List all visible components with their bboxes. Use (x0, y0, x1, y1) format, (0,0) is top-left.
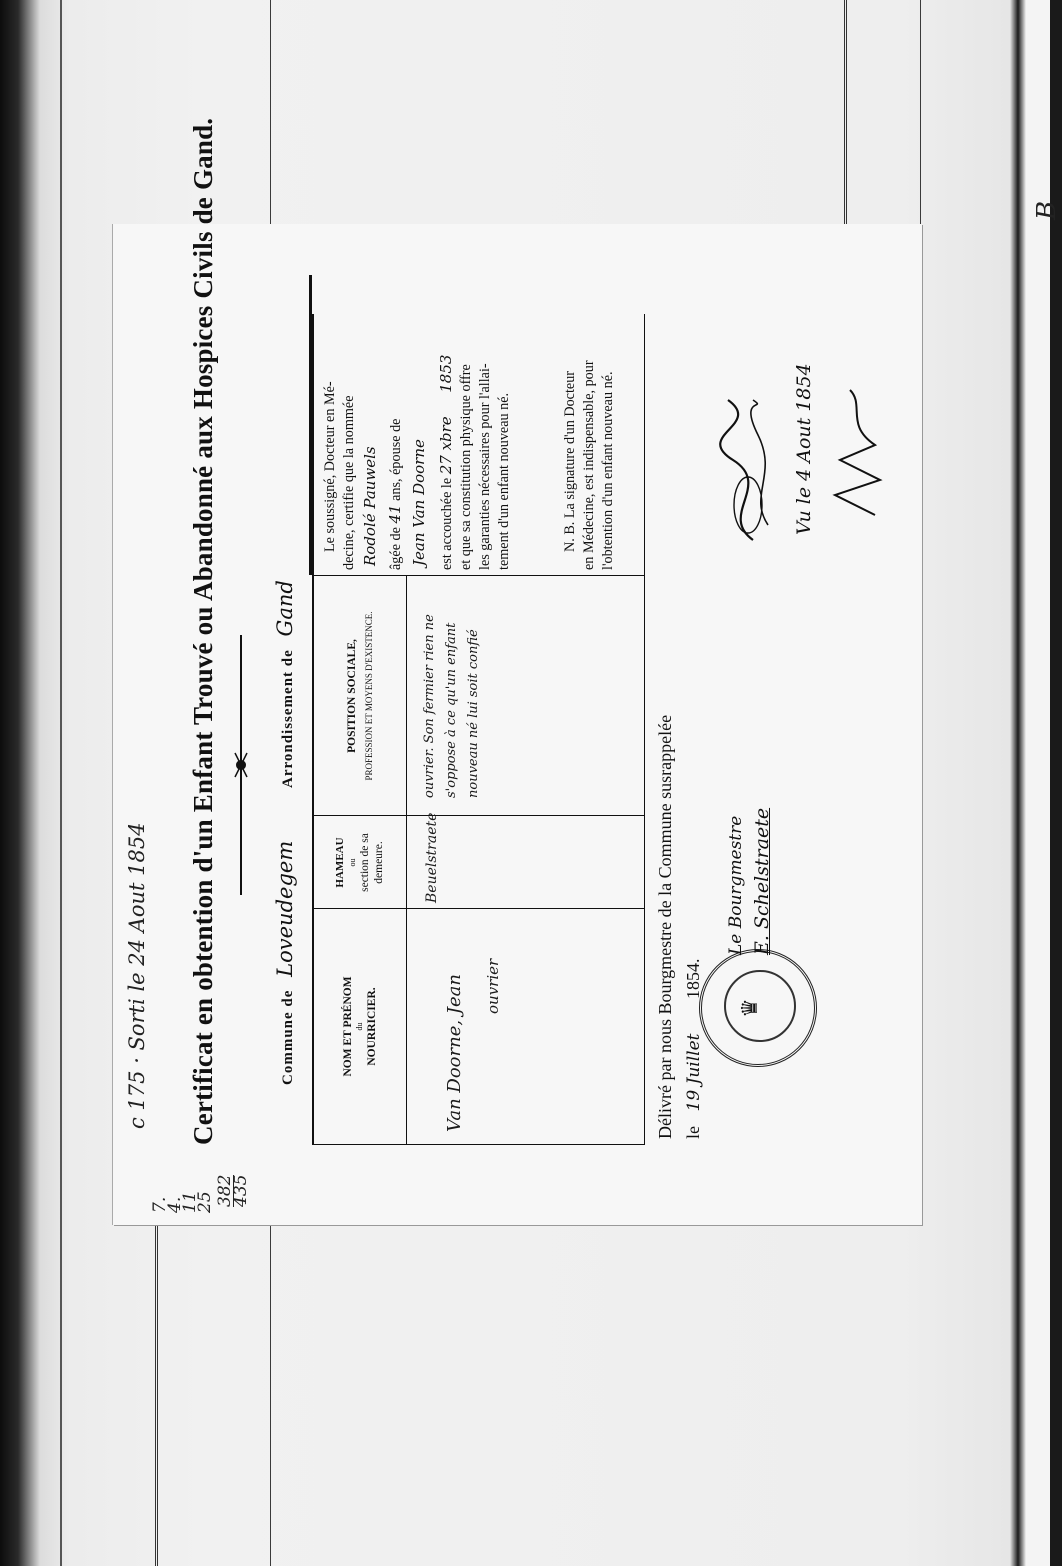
delivery-statement (651, 579, 708, 1139)
ledger-number: 11 (180, 1191, 200, 1213)
nb-text: l'obtention d'un enfant nouveau né. (600, 371, 616, 570)
delivery-date-value: 19 Juillet (684, 1033, 704, 1112)
ledger-column-rule (920, 0, 921, 225)
doctor-text: ans, épouse de (388, 418, 404, 501)
column-position (314, 575, 644, 816)
mother-name-value: Rodolé Pauwels (361, 446, 379, 566)
header-text: section de sa demeure. (358, 833, 385, 892)
delivery-text: Délivré par nous Bourgmestre de la Commune susrappelée (655, 714, 675, 1139)
doctor-text: les garanties nécessaires pour l'allai- (477, 363, 493, 570)
column-header-position (314, 576, 407, 816)
arrondissement-label: Arrondissement de (280, 649, 296, 789)
doctor-certification (321, 280, 514, 570)
ledger-binding-edge (60, 0, 62, 1566)
ledger-number-column (150, 1191, 215, 1213)
ledger-number: 7. (150, 1196, 170, 1213)
ledger-number: 382 (215, 1174, 235, 1207)
ledger-number: 435 (231, 1174, 251, 1207)
header-text: HAMEAU (333, 837, 346, 888)
delivery-text: le (683, 1126, 703, 1139)
ledger-header-note: c 175 · Sorti le 24 Aout 1854 (125, 822, 149, 1129)
certificate-content (113, 117, 922, 1225)
bourgmestre-title: Le Bourgmestre (726, 815, 746, 955)
commune-value: Loveudegem (273, 840, 297, 977)
birth-date-value: 27 xbre (437, 416, 455, 475)
ledger-number: 25 (195, 1191, 215, 1213)
header-text: ou (347, 858, 357, 867)
doctor-text: âgée de (388, 527, 404, 570)
column-header-hameau (314, 816, 407, 909)
doctor-text: et que sa constitution physique offre (458, 364, 474, 570)
header-text: POSITION SOCIALE, (346, 639, 359, 753)
ledger-column-rule (270, 0, 271, 225)
doctor-signature (713, 395, 783, 545)
commune-seal (699, 949, 817, 1067)
doctor-text: est accouchée le (439, 477, 455, 570)
delivery-year: 1854. (683, 958, 703, 999)
nb-text: N. B. La signature d'un Docteur (562, 370, 578, 552)
ledger-column-rule (155, 1225, 158, 1566)
profession-value: ouvrier (484, 958, 502, 1014)
doctor-date: Vu le 4 Aout 1854 (793, 363, 815, 535)
ledger-number-column (215, 1174, 251, 1207)
column-nom (314, 908, 644, 1144)
commune-line (273, 285, 297, 1085)
position-value: ouvrier. Son fermier rien ne s'oppose à ce qu'un enfant nouveau né lui soit confié (422, 614, 481, 798)
header-text: NOURRICIER. (366, 987, 378, 1066)
nb-text: en Médecine, est indispensable, pour (581, 360, 597, 570)
commune-label: Commune de (280, 989, 296, 1085)
bourgmestre-signature-block (723, 808, 775, 955)
bourgmestre-signature: E. Schelstraete (751, 807, 773, 955)
column-hameau (314, 812, 644, 909)
ledger-number: 4. (165, 1196, 185, 1213)
nota-bene (561, 280, 618, 570)
header-text: du (355, 1022, 364, 1031)
adjacent-page-fragment: B (1032, 200, 1062, 220)
birth-year-value: 1853 (437, 354, 455, 393)
certificate-title: Certificat en obtention d'un Enfant Trouvé ou Abandonné aux Hospices Civils de Gand. (188, 117, 218, 1145)
column-header-nom (314, 909, 407, 1144)
ledger-column-rule (270, 1225, 271, 1566)
doctor-text: decine, certifie que la nommée (341, 395, 357, 570)
spouse-value: Jean Van Doorne (410, 439, 428, 566)
doctor-text: tement d'un enfant nouveau né. (496, 392, 512, 570)
arrondissement-value: Gand (273, 580, 297, 637)
ledger-column-rule (844, 0, 847, 225)
doctor-block-rule (309, 275, 312, 575)
header-text: NOM ET PRÉNOM (341, 976, 354, 1077)
lion-icon: ♛ (738, 998, 763, 1018)
hameau-value: Beuelstraete (424, 812, 440, 903)
doctor-text: Le soussigné, Docteur en Mé- (322, 381, 338, 552)
ornament-divider (231, 635, 251, 895)
certificate-sheet (113, 117, 922, 1225)
header-text: PROFESSION ET MOYENS D'EXISTENCE. (363, 611, 374, 781)
official-signature (825, 385, 895, 525)
nom-value: Van Doorne, Jean (444, 974, 465, 1132)
age-value: 41 (386, 504, 404, 524)
